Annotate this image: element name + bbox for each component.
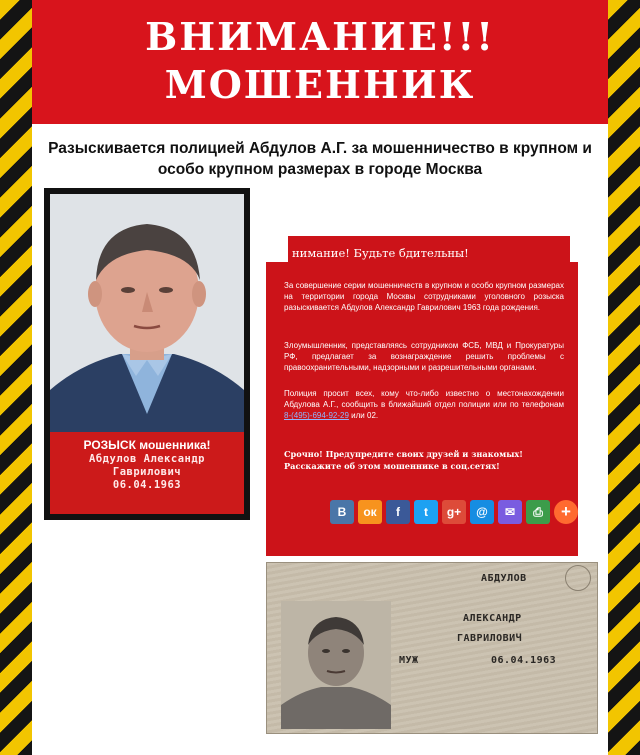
hazard-stripe-right [608, 0, 640, 755]
caption-title: РОЗЫСК мошенника! [83, 438, 211, 452]
suspect-photo-card [44, 188, 250, 520]
hazard-stripe-left [0, 0, 32, 755]
mail-ru-icon[interactable]: @ [470, 500, 494, 524]
caption-name: Абдулов Александр [89, 453, 205, 465]
warning-paragraph-1: За совершение серии мошенничеств в крупном и особо крупном размерах на территории города Москвы сотрудниками уголовного розыска разыскивается Абдулов Александр Гаврилович 1963 года рождения. [284, 281, 564, 313]
more-icon[interactable]: + [554, 500, 578, 524]
share-call-to-action: Срочно! Предупредите своих друзей и знакомых! Расскажите об этом мошеннике в соц.сетях! [284, 449, 523, 471]
suspect-caption [50, 432, 244, 514]
passport-scan [266, 562, 598, 734]
caption-birth-date: 06.04.1963 [112, 479, 182, 491]
passport-name: АЛЕКСАНДР [463, 613, 522, 624]
warning-paragraph-2: Злоумышленник, представляясь сотрудником ФСБ, МВД и Прокуратуры РФ, предлагает за вознаграждение решить проблемы с правоохранительными, надзорными и разрешительными органами. [284, 341, 564, 373]
wanted-headline: Разыскивается полицией Абдулов А.Г. за мошенничество в крупном и особо крупном размерах в городе Москва [48, 140, 592, 178]
print-icon[interactable]: ⎙ [526, 500, 550, 524]
google-plus-icon[interactable]: g+ [442, 500, 466, 524]
passport-surname: АБДУЛОВ [481, 573, 527, 584]
passport-sex: МУЖ [399, 655, 419, 666]
social-share-bar [330, 500, 578, 524]
phone-link[interactable]: 8-(495)-694-92-29 [284, 411, 349, 421]
banner-title-fraudster: МОШЕННИК [164, 62, 476, 107]
vk-icon[interactable]: B [330, 500, 354, 524]
warning-title: нимание! Будьте бдительны! [292, 246, 469, 260]
warning-paragraph-3: Полиция просит всех, кому что-либо известно о местонахождении Абдулова А.Г., сообщить в ближайший отдел полиции или по телефонам 8-(495)-694-92-29 или 02. [284, 389, 564, 421]
passport-portrait [281, 601, 391, 729]
passport-patronymic: ГАВРИЛОВИЧ [457, 633, 523, 644]
suspect-photo [50, 194, 244, 432]
warning-notice-box [266, 236, 578, 556]
passport-photo [281, 601, 391, 729]
twitter-icon[interactable]: t [414, 500, 438, 524]
coat-of-arms-icon [565, 565, 591, 591]
email-icon[interactable]: ✉ [498, 500, 522, 524]
caption-patronymic: Гаврилович [112, 466, 182, 478]
wanted-poster [32, 0, 608, 755]
odnoklassniki-icon[interactable]: ок [358, 500, 382, 524]
passport-birth-date: 06.04.1963 [491, 655, 557, 666]
facebook-icon[interactable]: f [386, 500, 410, 524]
suspect-portrait [50, 194, 244, 432]
warning-banner [32, 0, 608, 124]
banner-title-attention: ВНИМАНИЕ!!! [145, 14, 495, 59]
